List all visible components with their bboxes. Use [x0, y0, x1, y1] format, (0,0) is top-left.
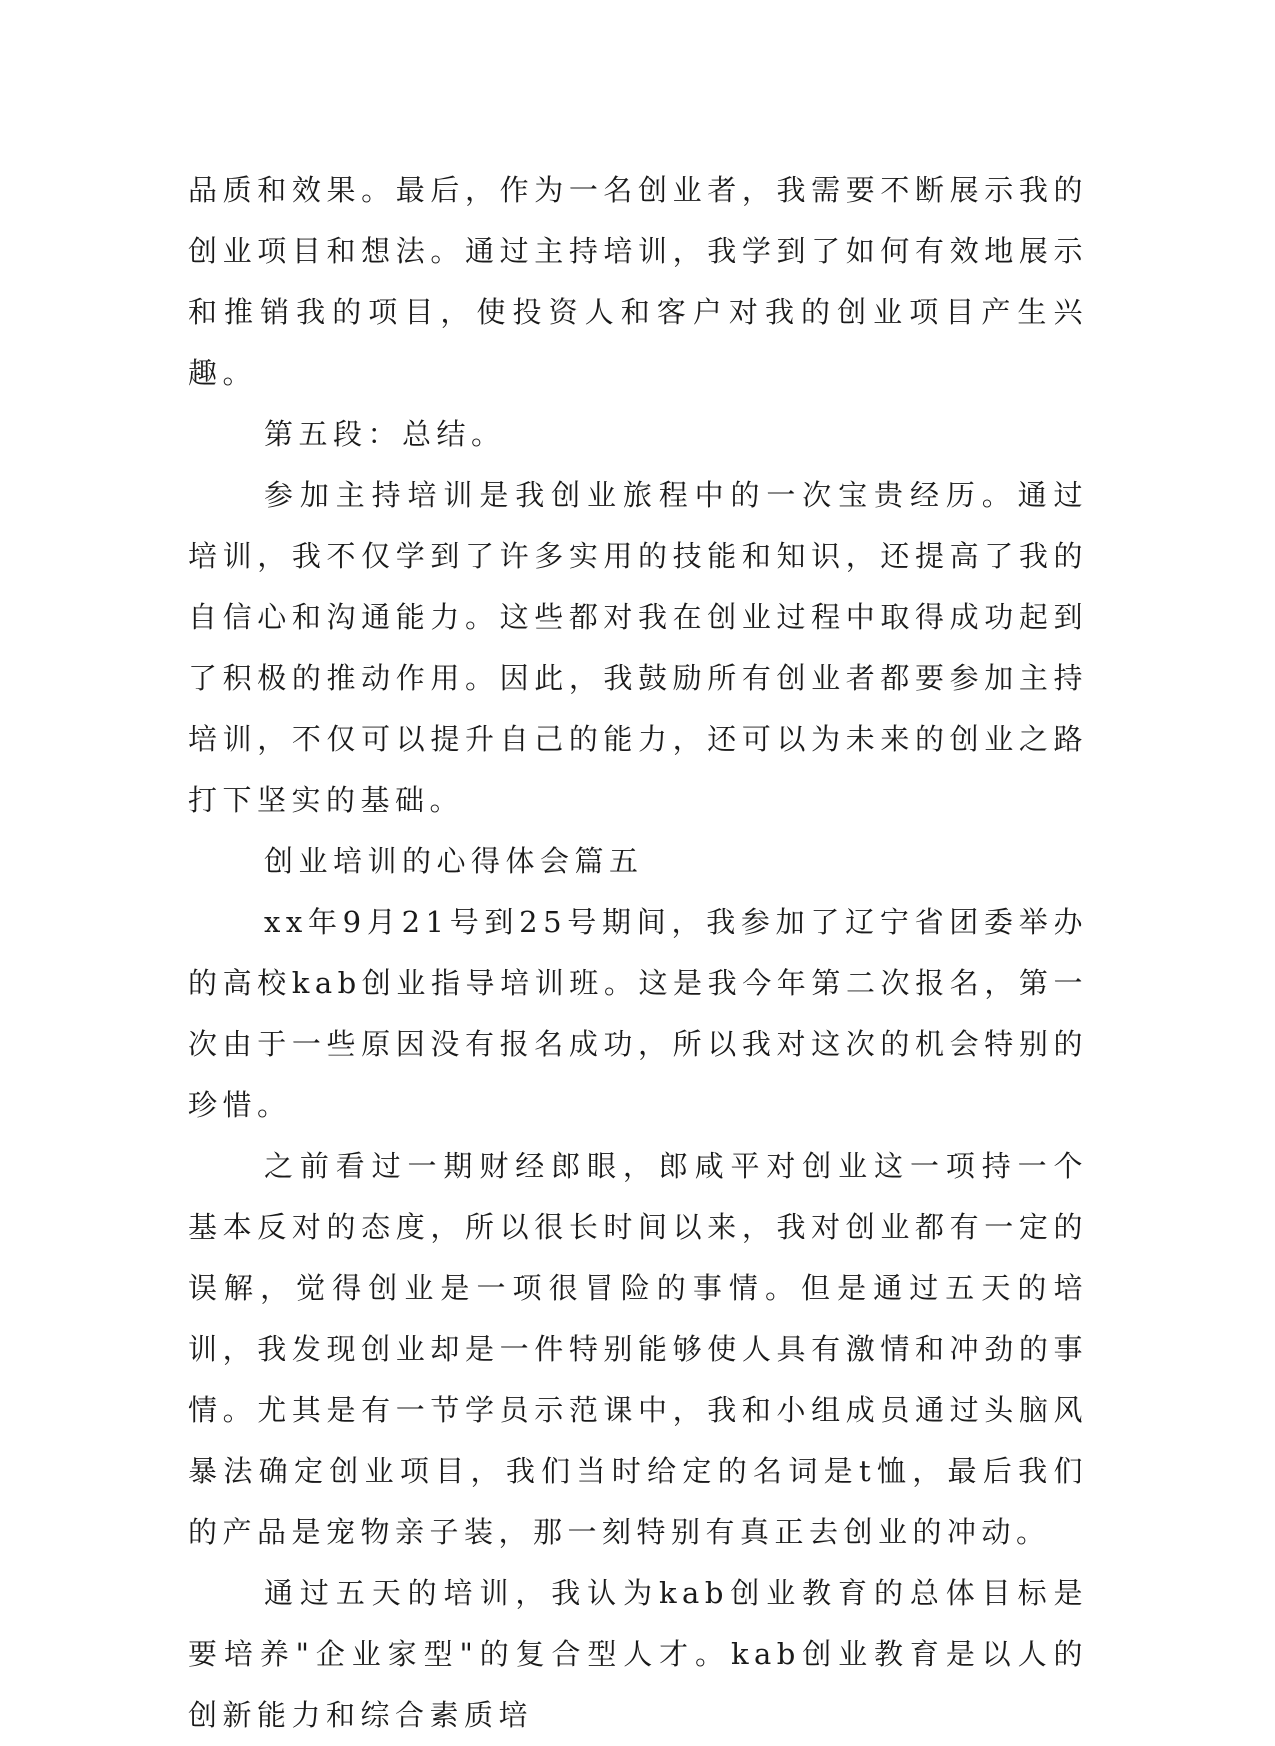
article-title: 创业培训的心得体会篇五 — [264, 844, 644, 878]
section-heading: 第五段：总结。 — [264, 417, 506, 451]
paragraph-continuation: 品质和效果。最后，作为一名创业者，我需要不断展示我的创业项目和想法。通过主持培训，我学到了如何有效地展示和推销我的项目，使投资人和客户对我的创业项目产生兴趣。 — [188, 173, 1088, 390]
paragraph: 之前看过一期财经郎眼，郎咸平对创业这一项持一个基本反对的态度，所以很长时间以来，我对创业都有一定的误解，觉得创业是一项很冒险的事情。但是通过五天的培训，我发现创业却是一件特别能够使人具有激情和冲劲的事情。尤其是有一节学员示范课中，我和小组成员通过头脑风暴法确定创业项目，我们当时给定的名词是t恤，最后我们的产品是宠物亲子装，那一刻特别有真正去创业的冲动。 — [188, 1149, 1088, 1549]
paragraph: 参加主持培训是我创业旅程中的一次宝贵经历。通过培训，我不仅学到了许多实用的技能和知识，还提高了我的自信心和沟通能力。这些都对我在创业过程中取得成功起到了积极的推动作用。因此，我鼓励所有创业者都要参加主持培训，不仅可以提升自己的能力，还可以为未来的创业之路打下坚实的基础。 — [188, 478, 1088, 817]
paragraph: 通过五天的培训，我认为kab创业教育的总体目标是要培养"企业家型"的复合型人才。kab创业教育是以人的创新能力和综合素质培 — [188, 1576, 1088, 1732]
document-body — [188, 160, 1088, 1746]
paragraph: xx年9月21号到25号期间，我参加了辽宁省团委举办的高校kab创业指导培训班。这是我今年第二次报名，第一次由于一些原因没有报名成功，所以我对这次的机会特别的珍惜。 — [188, 905, 1088, 1122]
